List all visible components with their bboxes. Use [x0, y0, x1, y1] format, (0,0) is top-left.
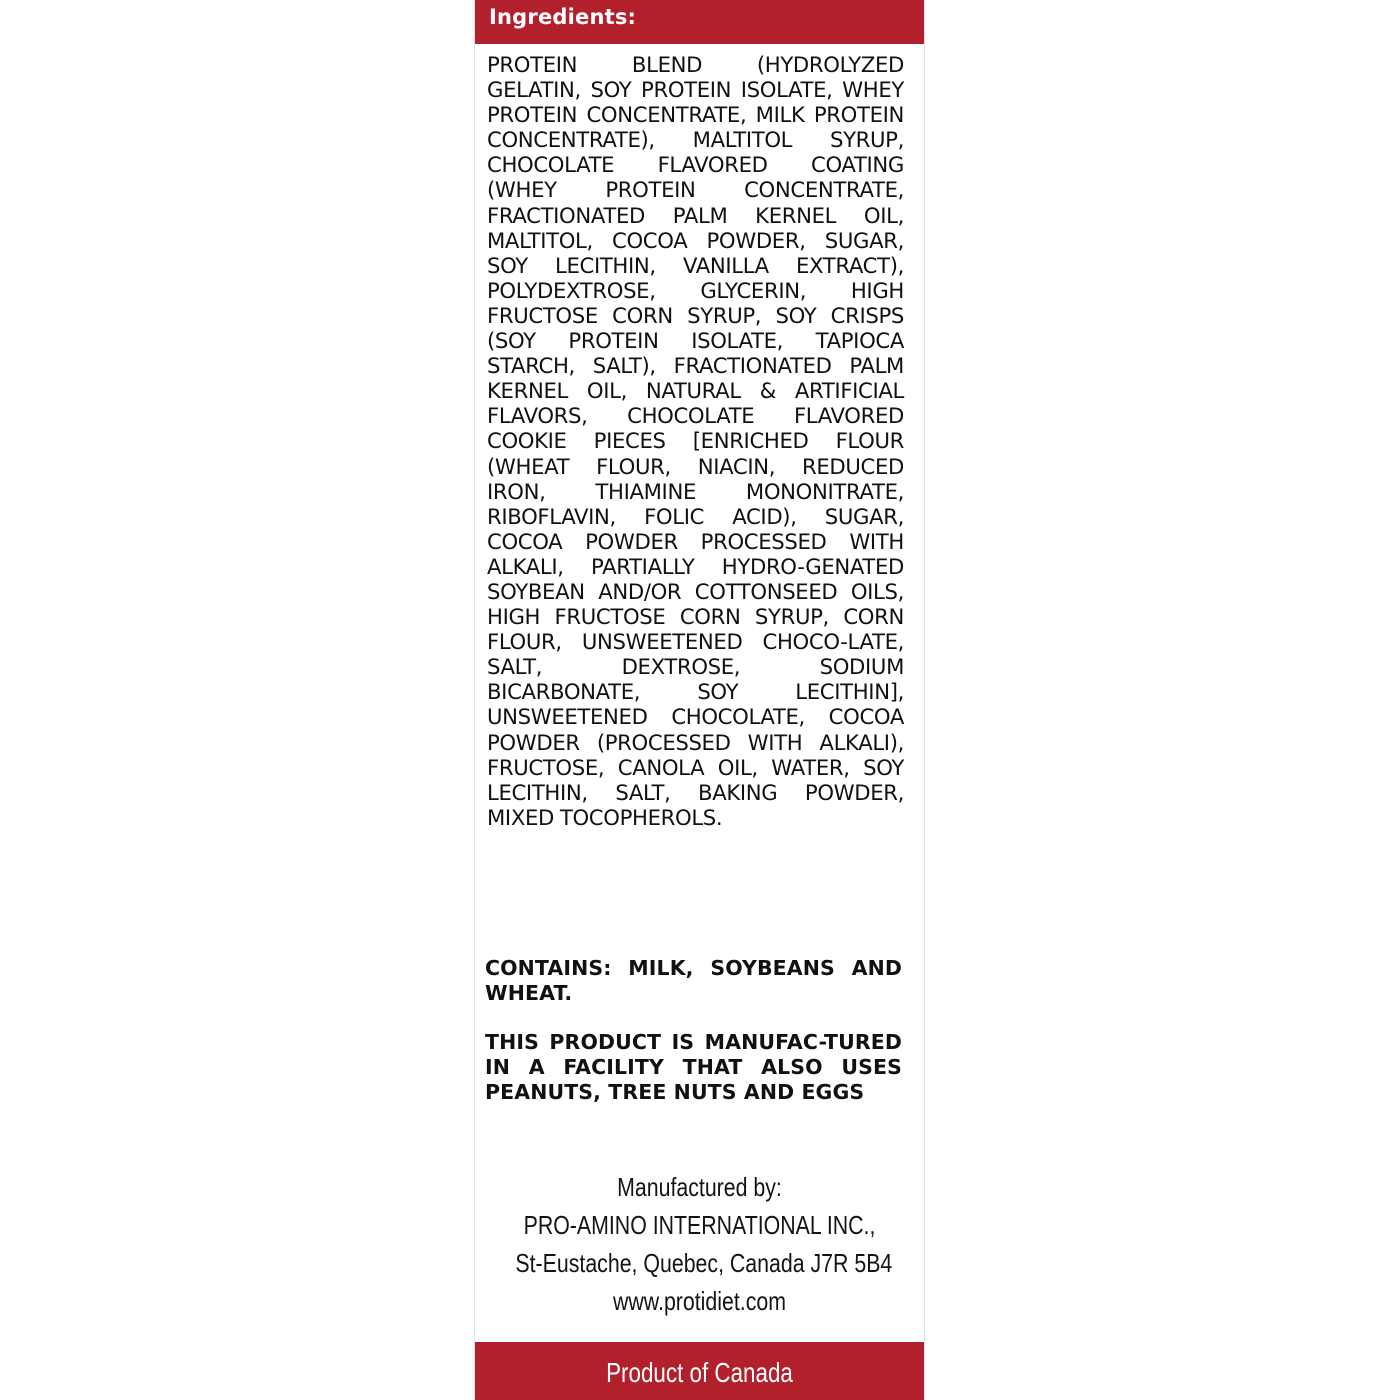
manufacturer-company: PRO-AMINO INTERNATIONAL INC., — [523, 1210, 876, 1240]
origin-footer-bar — [475, 1342, 924, 1400]
facility-allergen-warning: THIS PRODUCT IS MANUFAC-TURED IN A FACILITY THAT ALSO USES PEANUTS, TREE NUTS AND EGGS — [485, 1030, 902, 1104]
manufacturer-website: www.protidiet.com — [613, 1286, 786, 1316]
manufacturer-address: St-Eustache, Quebec, Canada J7R 5B4 — [515, 1248, 893, 1278]
ingredient-label-panel — [475, 0, 924, 1400]
ingredients-header-bar — [475, 0, 924, 44]
ingredients-heading: Ingredients: — [489, 5, 637, 29]
ingredients-list: PROTEIN BLEND (HYDROLYZED GELATIN, SOY PROTEIN ISOLATE, WHEY PROTEIN CONCENTRATE, MILK PROTEIN CONCENTRATE), MALTITOL SYRUP, CHOCOLATE FLAVORED COATING (WHEY PROTEIN CONCENTRATE, FRACTIONATED PALM KERNEL OIL, MALTITOL, COCOA POWDER, SUGAR, SOY LECITHIN, VANILLA EXTRACT), POLYDEXTROSE, GLYCERIN, HIGH FRUCTOSE CORN SYRUP, SOY CRISPS (SOY PROTEIN ISOLATE, TAPIOCA STARCH, SALT), FRACTIONATED PALM KERNEL OIL, NATURAL & ARTIFICIAL FLAVORS, CHOCOLATE FLAVORED COOKIE PIECES [ENRICHED FLOUR (WHEAT FLOUR, NIACIN, REDUCED IRON, THIAMINE MONONITRATE, RIBOFLAVIN, FOLIC ACID), SUGAR, COCOA POWDER PROCESSED WITH ALKALI, PARTIALLY HYDRO-GENATED SOYBEAN AND/OR COTTONSEED OILS, HIGH FRUCTOSE CORN SYRUP, CORN FLOUR, UNSWEETENED CHOCO-LATE, SALT, DEXTROSE, SODIUM BICARBONATE, SOY LECITHIN], UNSWEETENED CHOCOLATE, COCOA POWDER (PROCESSED WITH ALKALI), FRUCTOSE, CANOLA OIL, WATER, SOY LECITHIN, SALT, BAKING POWDER, MIXED TOCOPHEROLS. — [487, 52, 904, 830]
manufacturer-block — [515, 1168, 893, 1320]
allergen-contains-statement: CONTAINS: MILK, SOYBEANS AND WHEAT. — [485, 956, 902, 1005]
product-origin: Product of Canada — [606, 1357, 793, 1388]
manufacturer-label: Manufactured by: — [617, 1172, 782, 1202]
